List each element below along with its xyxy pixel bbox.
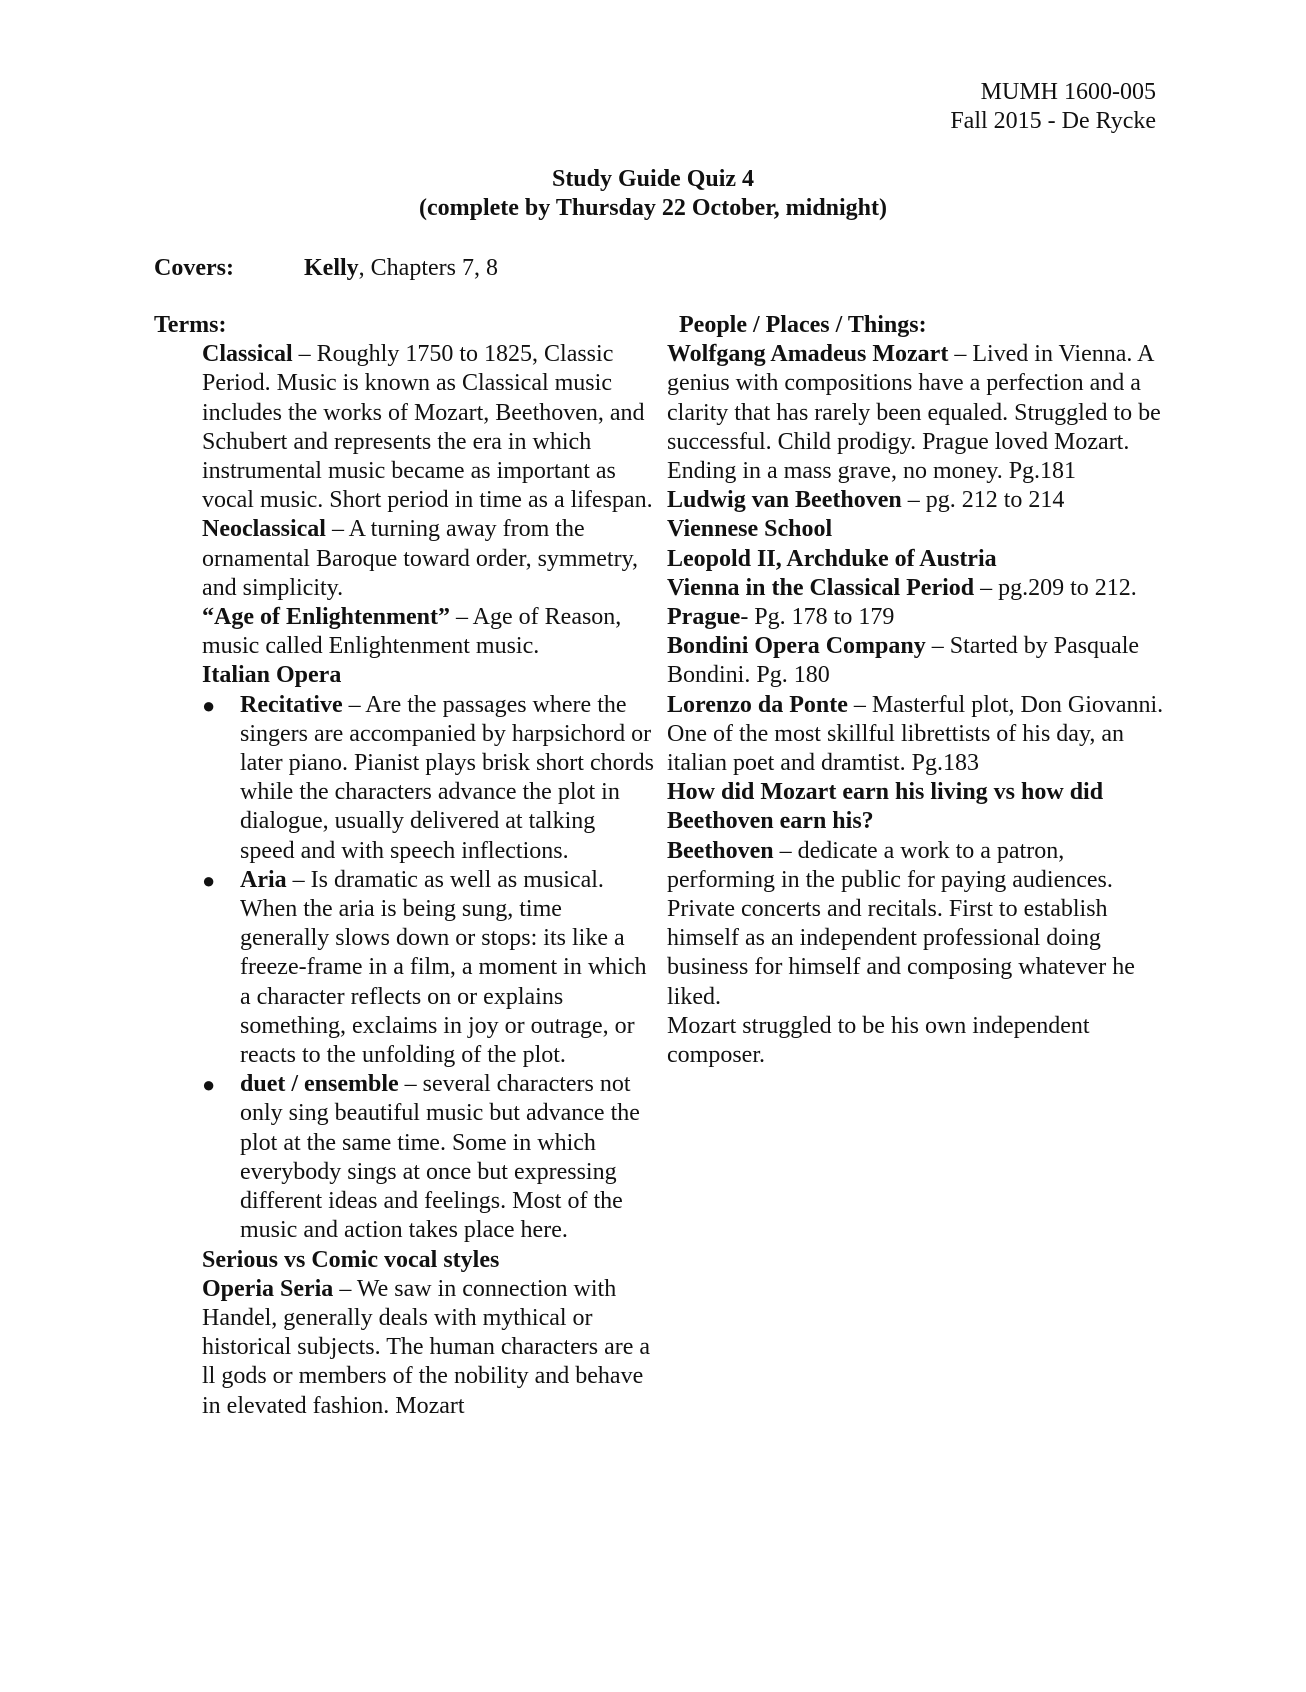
term-neoclassical-name: Neoclassical (202, 516, 326, 543)
entry-beethoven-answer-name: Beethoven (667, 837, 774, 864)
people-column (667, 311, 1172, 1070)
term-serious-comic: Serious vs Comic vocal styles (202, 1246, 500, 1273)
term-neoclassical-text: – A turning away from the ornamental Baroque toward order, symmetry, and simplicity. (202, 516, 639, 601)
term-opera-seria-text: – We saw in connection with Handel, generally deals with mythical or historical subjects. The human characters are a ll gods or members of the nobility and behave in elevated fashion. Mozart (202, 1275, 651, 1419)
term-enlightenment-name: “Age of Enlightenment” (202, 604, 450, 631)
opera-forms-list (154, 691, 654, 1246)
title-line-2: (complete by Thursday 22 October, midnight) (418, 195, 888, 221)
term-classical (154, 340, 654, 515)
entry-beethoven-text: – pg. 212 to 214 (901, 487, 1065, 514)
list-item (202, 866, 654, 1070)
entry-mozart (667, 340, 1172, 486)
course-code: MUMH 1600-005 (980, 79, 1156, 105)
entry-bondini (667, 632, 1172, 690)
entry-beethoven-answer-text: – dedicate a work to a patron, performing in the public for paying audiences. Private concerts and recitals. First to establish himself as an independent professional doing business for himself and composing whatever he liked. (667, 837, 1135, 1010)
course-header (950, 78, 1156, 136)
entry-mozart-answer: Mozart struggled to be his own independent composer. (667, 1012, 1090, 1069)
bullet-term-name: Aria (240, 866, 287, 893)
entry-da-ponte-text: – Masterful plot, Don Giovanni. One of the most skillful librettists of his day, an italian poet and dramtist. Pg.183 (667, 691, 1164, 777)
list-item (202, 1070, 654, 1245)
entry-da-ponte-name: Lorenzo da Ponte (667, 691, 848, 718)
term-opera-seria (154, 1275, 654, 1421)
bullet-term-text: – Is dramatic as well as musical. When the aria is being sung, time generally slows down or stops: its like a freeze-frame in a film, a moment in which a character reflects on or explains something, exclaims in joy or outrage, or reacts to the unfolding of the plot. (240, 866, 647, 1069)
entry-mozart-name: Wolfgang Amadeus Mozart (667, 341, 949, 368)
entry-vienna-name: Vienna in the Classical Period (667, 574, 975, 601)
entry-leopold: Leopold II, Archduke of Austria (667, 545, 997, 572)
term-neoclassical (154, 515, 654, 603)
entry-beethoven-answer (667, 837, 1172, 1012)
bullet-term-text: – Are the passages where the singers are accompanied by harpsichord or later piano. Pianist plays brisk short chords while the characters advance the plot in dialogue, usually delivered at talking speed and with speech inflections. (240, 691, 654, 864)
title-line-1: Study Guide Quiz 4 (551, 166, 755, 192)
term-opera-seria-name: Operia Seria (202, 1275, 334, 1302)
entry-da-ponte (667, 691, 1172, 779)
entry-prague (667, 603, 1172, 632)
terms-heading: Terms: (154, 312, 227, 338)
bullet-icon: ● (202, 867, 216, 893)
bullet-icon: ● (202, 692, 216, 718)
bullet-term-name: duet / ensemble (240, 1071, 399, 1098)
entry-beethoven-name: Ludwig van Beethoven (667, 487, 902, 514)
list-item (202, 691, 654, 866)
entry-viennese-school: Viennese School (667, 516, 833, 543)
covers-label: Covers: (154, 255, 234, 281)
bullet-icon: ● (202, 1072, 216, 1098)
entry-beethoven (667, 486, 1172, 515)
terms-column (154, 311, 654, 1421)
entry-vienna-text: – pg.209 to 212. (974, 574, 1137, 601)
entry-prague-text: - Pg. 178 to 179 (740, 604, 895, 631)
term-enlightenment (154, 603, 654, 661)
entry-mozart-text: – Lived in Vienna. A genius with compositions have a perfection and a clarity that has rarely been equaled. Struggled to be successful. Child prodigy. Prague loved Mozart. Ending in a mass grave, no money. Pg.181 (667, 341, 1161, 485)
covers-author: Kelly (304, 255, 359, 281)
bullet-term-name: Recitative (240, 691, 343, 718)
semester-instructor: Fall 2015 - De Rycke (950, 108, 1156, 134)
term-italian-opera: Italian Opera (202, 662, 342, 689)
covers-chapters: , Chapters 7, 8 (358, 255, 498, 281)
term-classical-text: – Roughly 1750 to 1825, Classic Period. Music is known as Classical music includes the works of Mozart, Beethoven, and Schubert and represents the era in which instrumental music became as important as vocal music. Short period in time as a lifespan. (202, 341, 653, 514)
bullet-term-text: – several characters not only sing beautiful music but advance the plot at the same time. Some in which everybody sings at once but expressing different ideas and feelings. Most of the music and action takes place here. (240, 1071, 640, 1244)
term-enlightenment-text: – Age of Reason, music called Enlightenment music. (202, 604, 622, 660)
term-classical-name: Classical (202, 341, 293, 368)
entry-bondini-text: – Started by Pasquale Bondini. Pg. 180 (667, 633, 1140, 689)
entry-prague-name: Prague (667, 604, 741, 631)
entry-question: How did Mozart earn his living vs how did Beethoven earn his? (667, 779, 1104, 835)
document-title (0, 165, 1306, 223)
covers-line (154, 254, 498, 283)
entry-vienna (667, 574, 1172, 603)
people-heading: People / Places / Things: (679, 312, 927, 338)
entry-bondini-name: Bondini Opera Company (667, 633, 926, 660)
